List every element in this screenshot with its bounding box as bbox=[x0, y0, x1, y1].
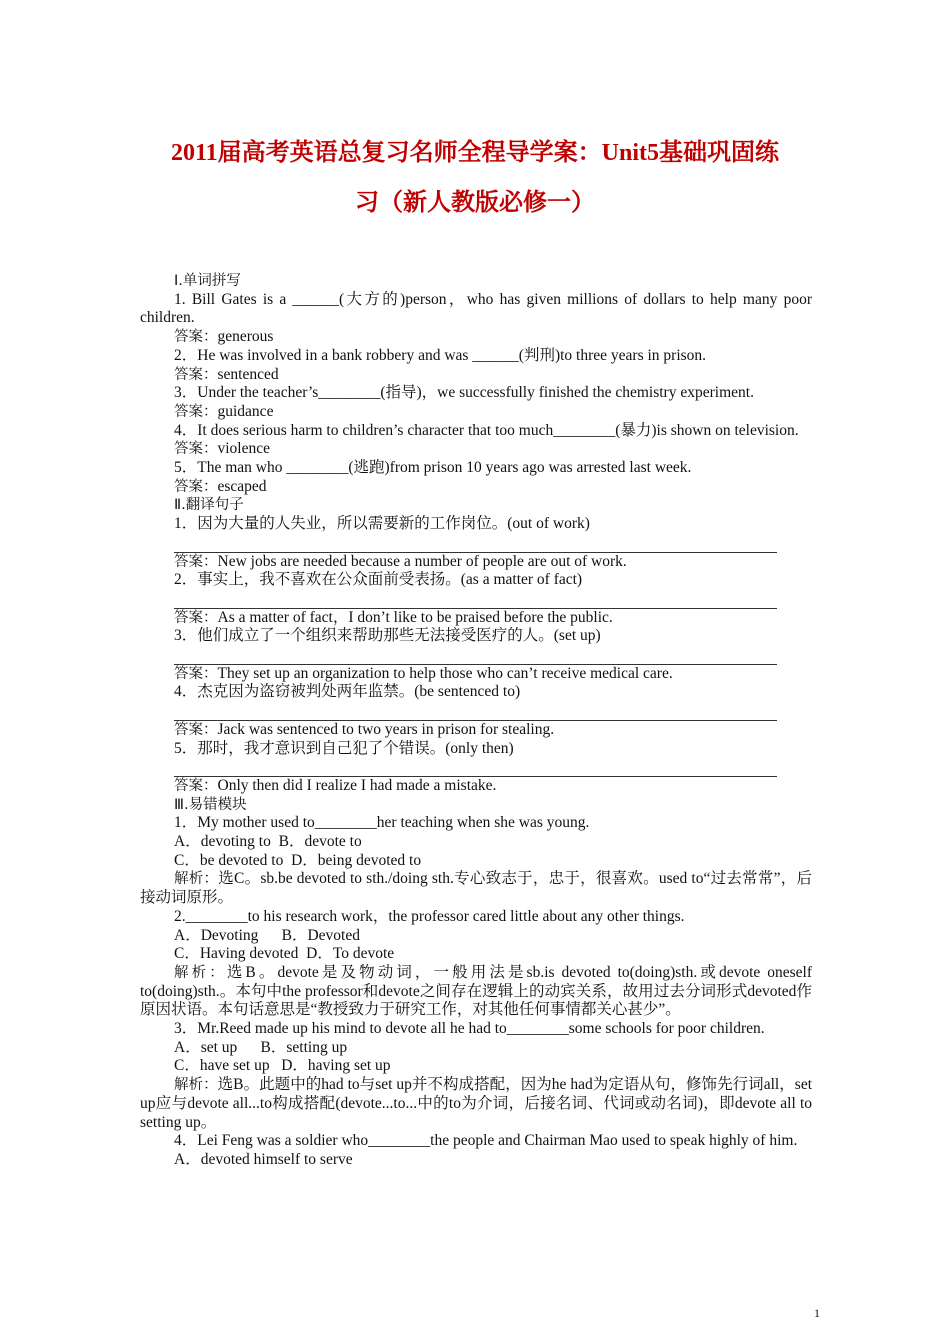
answer-text: generous bbox=[217, 328, 274, 346]
question-text: 3．Mr.Reed made up his mind to devote all he had to________some schools for poor children. bbox=[174, 1020, 765, 1038]
title-line-2: 习（新人教版必修一） bbox=[355, 190, 595, 216]
question-text: 3．Under the teacher’s________(指导)，we successfully finished the chemistry experiment. bbox=[174, 384, 754, 402]
answer-text: As a matter of fact，I don’t like to be praised before the public. bbox=[217, 608, 613, 626]
answer-text: Only then did I realize I had made a mistake. bbox=[217, 776, 497, 794]
question-text: 1. Bill Gates is a ______(大方的)person，who has given millions of dollars to help many poor children. bbox=[140, 290, 816, 327]
answer-line bbox=[140, 403, 812, 422]
answer-line bbox=[140, 609, 812, 628]
answer-line bbox=[140, 440, 812, 459]
answer-label: 答案： bbox=[174, 609, 218, 626]
answer-label: 答案： bbox=[174, 777, 218, 794]
options-line: A．set up B．setting up bbox=[174, 1038, 348, 1056]
section-heading-spelling: Ⅰ.单词拼写 bbox=[174, 273, 241, 289]
question-text: 1．My mother used to________her teaching when she was young. bbox=[174, 814, 590, 832]
answer-blank-line bbox=[174, 534, 777, 553]
answer-blank-line bbox=[174, 702, 777, 721]
analysis-label: 解析： bbox=[174, 871, 219, 888]
section-heading-error-prone: Ⅲ.易错模块 bbox=[174, 796, 247, 813]
analysis-paragraph bbox=[140, 963, 816, 1020]
answer-line bbox=[140, 478, 812, 497]
analysis-label: 解析： bbox=[174, 1077, 218, 1094]
question-text: 1．因为大量的人失业，所以需要新的工作岗位。(out of work) bbox=[174, 515, 590, 533]
answer-blank-line bbox=[174, 590, 777, 609]
answer-line bbox=[140, 328, 812, 347]
title-line-1: 2011届高考英语总复习名师全程导学案：Unit5基础巩固练 bbox=[170, 140, 779, 166]
options-line: A．devoted himself to serve bbox=[174, 1150, 353, 1168]
answer-label: 答案： bbox=[174, 403, 218, 420]
answer-line bbox=[140, 366, 812, 385]
answer-text: Jack was sentenced to two years in prison for stealing. bbox=[217, 720, 555, 738]
document-body bbox=[140, 272, 816, 1170]
page-number: 1 bbox=[814, 1306, 820, 1320]
answer-label: 答案： bbox=[174, 721, 218, 738]
answer-line bbox=[140, 553, 812, 572]
question-text: 2．He was involved in a bank robbery and was ______(判刑)to three years in prison. bbox=[174, 346, 707, 364]
analysis-label: 解析： bbox=[174, 964, 227, 981]
question-text: 4．Lei Feng was a soldier who________the people and Chairman Mao used to speak highly of him. bbox=[174, 1132, 798, 1150]
answer-label: 答案： bbox=[174, 329, 218, 346]
options-line: C．have set up D．having set up bbox=[174, 1057, 391, 1075]
section-heading-translation: Ⅱ.翻译句子 bbox=[174, 497, 244, 514]
answer-line bbox=[140, 721, 812, 740]
options-line: A．devoting to B．devote to bbox=[174, 833, 362, 851]
answer-label: 答案： bbox=[174, 366, 218, 383]
answer-text: sentenced bbox=[217, 365, 279, 383]
answer-blank-line bbox=[174, 758, 777, 777]
answer-text: New jobs are needed because a number of people are out of work. bbox=[217, 552, 627, 570]
question-text: 5．那时，我才意识到自己犯了个错误。(only then) bbox=[174, 739, 514, 757]
options-line: C．be devoted to D．being devoted to bbox=[174, 851, 422, 869]
answer-text: escaped bbox=[217, 477, 267, 495]
options-line: A．Devoting B．Devoted bbox=[174, 926, 360, 944]
question-text: 3．他们成立了一个组织来帮助那些无法接受医疗的人。(set up) bbox=[174, 627, 601, 645]
analysis-text: 选B。devote是及物动词，一般用法是sb.is devoted to(doing)sth.或devote oneself to(doing)sth.。本句中the professor和devote之间存在逻辑上的动宾关系，故用过去分词形式devoted作原因状语。本句话意思是“教授致力于研究工作，对其他任何事情都关心甚少”。 bbox=[140, 963, 816, 1019]
question-text: 2.________to his research work，the professor cared little about any other things. bbox=[174, 907, 685, 925]
answer-text: guidance bbox=[217, 402, 274, 420]
answer-text: They set up an organization to help those who can’t receive medical care. bbox=[217, 664, 673, 682]
question-text: 4．杰克因为盗窃被判处两年监禁。(be sentenced to) bbox=[174, 683, 521, 701]
answer-label: 答案： bbox=[174, 441, 218, 458]
answer-line bbox=[140, 777, 812, 796]
question-text: 2．事实上，我不喜欢在公众面前受表扬。(as a matter of fact) bbox=[174, 571, 583, 589]
analysis-text: 选B。此题中的had to与set up并不构成搭配，因为he had为定语从句，修饰先行词all，set up应与devote all...to构成搭配(devote...to...中的to为介词，后接名词、代词或动名词)，即devote all to setting up。 bbox=[140, 1076, 816, 1131]
answer-label: 答案： bbox=[174, 553, 218, 570]
options-line: C．Having devoted D．To devote bbox=[174, 945, 395, 963]
document-title bbox=[120, 128, 830, 228]
analysis-text: 选C。sb.be devoted to sth./doing sth.专心致志于，忠于，很喜欢。used to“过去常常”，后接动词原形。 bbox=[140, 870, 813, 907]
answer-blank-line bbox=[174, 646, 777, 665]
answer-label: 答案： bbox=[174, 665, 218, 682]
question-text: 5．The man who ________(逃跑)from prison 10 years ago was arrested last week. bbox=[174, 459, 692, 477]
answer-text: violence bbox=[217, 440, 271, 458]
analysis-paragraph bbox=[140, 870, 812, 907]
analysis-paragraph bbox=[140, 1076, 816, 1132]
question-text: 4．It does serious harm to children’s character that too much________(暴力)is shown on television. bbox=[174, 421, 799, 439]
answer-label: 答案： bbox=[174, 478, 218, 495]
answer-line bbox=[140, 665, 812, 684]
